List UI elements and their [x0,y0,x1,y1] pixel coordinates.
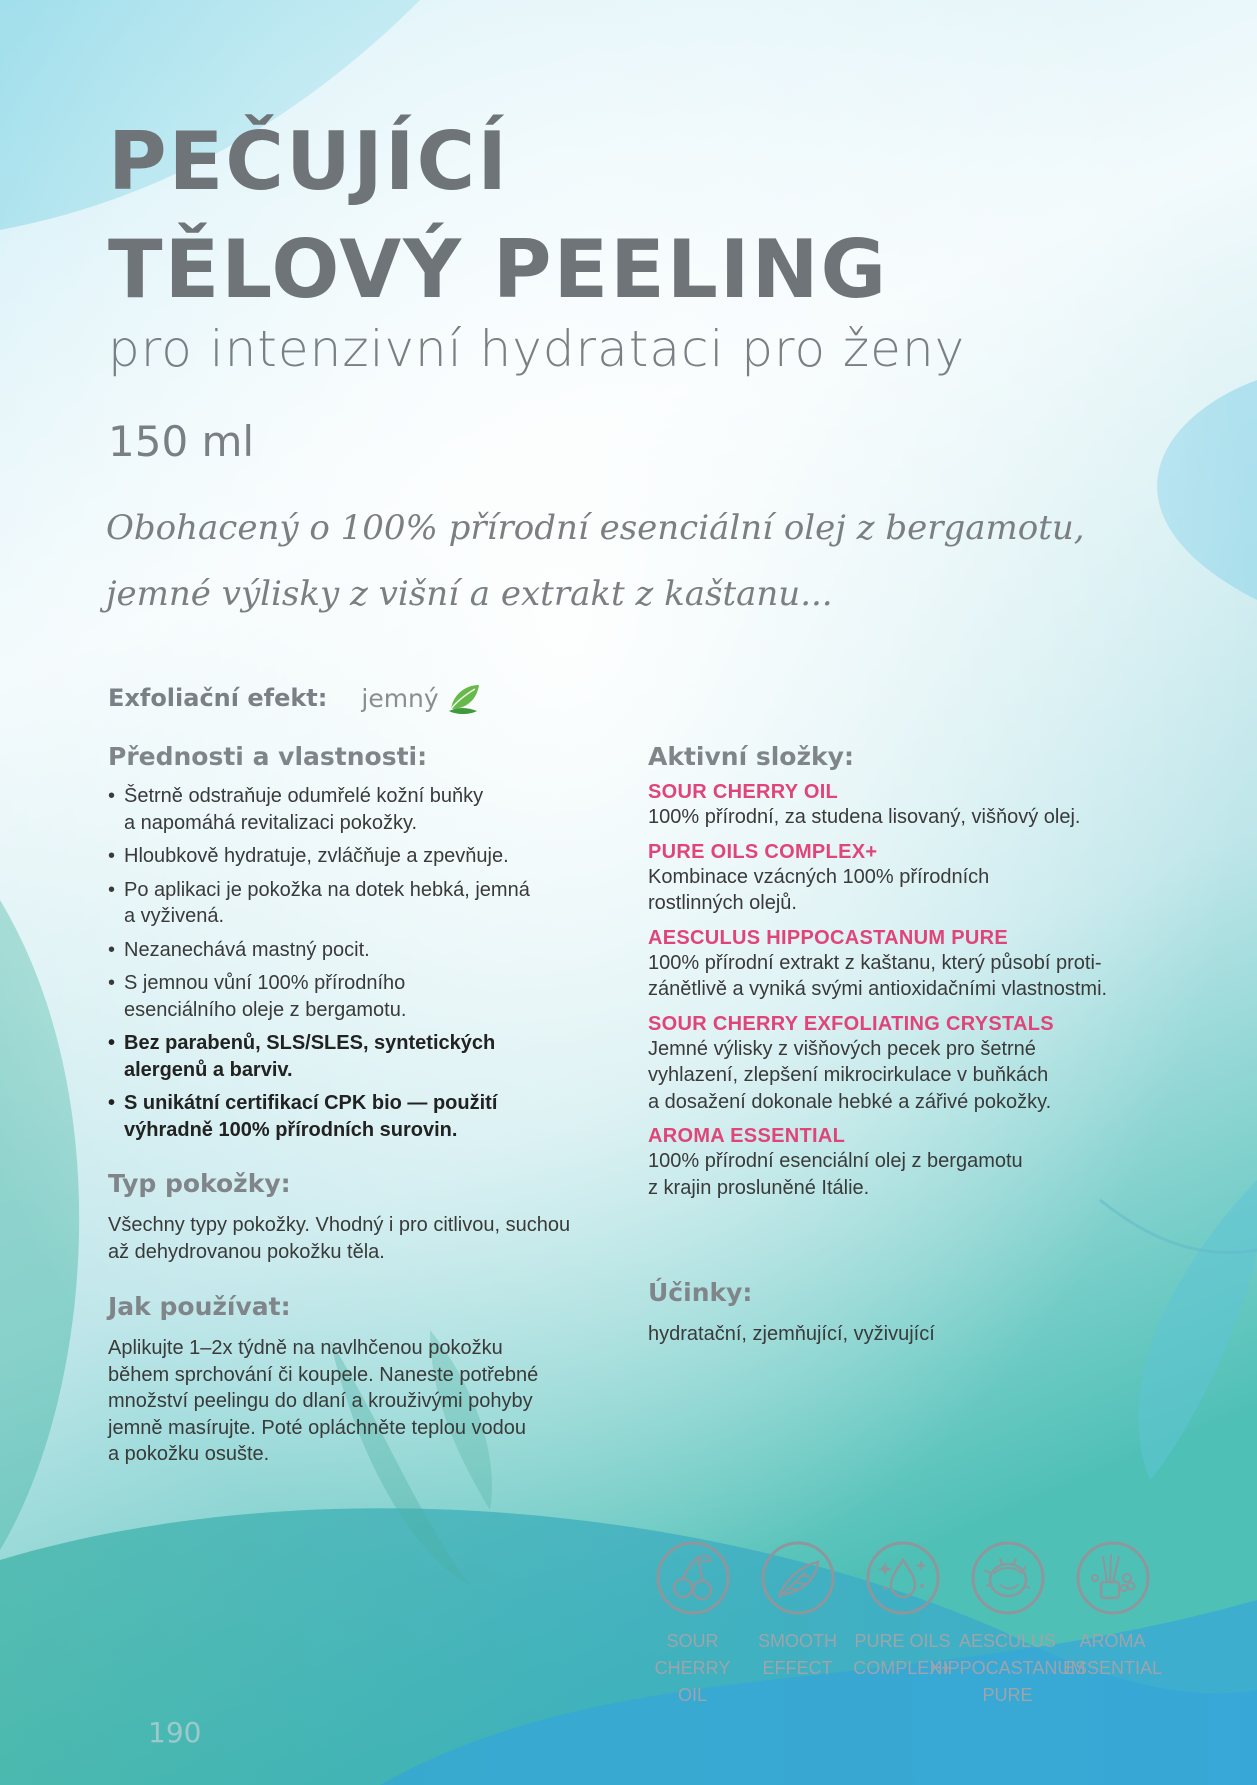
skin-type-heading: Typ pokožky: [108,1169,291,1198]
ingredient-item [648,841,1208,917]
product-volume: 150 ml [108,417,255,466]
cherry-icon [655,1540,731,1616]
effects-heading: Účinky: [648,1278,753,1307]
badge-sour-cherry-oil [640,1540,745,1709]
ingredient-name: SOUR CHERRY EXFOLIATING CRYSTALS [648,1012,1054,1035]
ingredient-name: AESCULUS HIPPOCASTANUM PURE [648,926,1008,949]
property-item: • Šetrně odstraňuje odumřelé kožní buňky a napomáhá revitalizaci pokožky. [108,783,608,836]
ingredient-item [648,1125,1208,1201]
page-number: 190 [148,1716,202,1749]
property-item: • Po aplikaci je pokožka na dotek hebká, jemná a vyživená. [108,877,608,930]
title-line-2: TĚLOVÝ PEELING [108,223,889,316]
properties-section [108,742,608,1150]
property-item: • Bez parabenů, SLS/SLES, syntetických alergenů a barviv. [108,1030,608,1083]
exfoliation-label: Exfoliační efekt: [108,684,328,712]
ingredient-description: Kombinace vzácných 100% přírodních rostlinných olejů. [648,865,990,914]
property-item: • S jemnou vůní 100% přírodního esenciálního oleje z bergamotu. [108,970,608,1023]
badge-label: PURE OILS COMPLEX+ [853,1631,952,1678]
badge-label: SOUR CHERRY OIL [654,1631,731,1705]
ingredient-item [648,1013,1208,1116]
badge-label: AROMA ESSENTIAL [1062,1631,1163,1678]
property-item: • Hloubkově hydratuje, zvláčňuje a zpevňuje. [108,843,608,870]
effects-text: hydratační, zjemňující, vyživující [648,1323,935,1345]
usage-heading: Jak používat: [108,1292,291,1321]
exfoliation-value: jemný [361,683,439,713]
skin-type-text: Všechny typy pokožky. Vhodný i pro citlivou, suchou až dehydrovanou pokožku těla. [108,1214,571,1263]
badge-smooth-effect [745,1540,850,1709]
leaf-icon [447,681,481,715]
usage-text: Aplikujte 1–2x týdně na navlhčenou pokožku během sprchování či koupele. Naneste potřebné množství peelingu do dlaní a krouživými pohyby jemně masírujte. Poté opláchněte teplou vodou a pokožku osušte. [108,1337,539,1465]
chestnut-icon [970,1540,1046,1616]
product-title [108,108,888,324]
tagline-line-1: Obohacený o 100% přírodní esenciální olej z bergamotu, [106,508,1085,548]
ingredient-description: 100% přírodní extrakt z kaštanu, který působí proti- zánětlivě a vyniká svými antioxidačními vlastnostmi. [648,951,1108,1000]
ingredient-description: Jemné výlisky z višňových pecek pro šetrné vyhlazení, zlepšení mikrocirkulace v buňkách a dosažení dokonale hebké a zářivé pokožky. [648,1037,1052,1113]
skin-type-section [108,1169,608,1265]
properties-heading: Přednosti a vlastnosti: [108,742,428,771]
ingredients-list [648,781,1208,1201]
product-subtitle: pro intenzivní hydrataci pro ženy [108,320,966,378]
properties-list [108,783,608,1143]
ingredient-name: PURE OILS COMPLEX+ [648,840,878,863]
property-item: • S unikátní certifikací CPK bio — použití výhradně 100% přírodních surovin. [108,1090,608,1143]
ingredient-item [648,781,1208,831]
active-ingredients-heading: Aktivní složky: [648,742,854,771]
ingredient-description: 100% přírodní, za studena lisovaný, višňový olej. [648,806,1081,828]
ingredient-item [648,927,1208,1003]
title-line-1: PEČUJÍCÍ [108,115,509,208]
active-ingredients-section [648,742,1208,1201]
ingredient-description: 100% přírodní esenciální olej z bergamotu z krajin prosluněné Itálie. [648,1150,1023,1199]
diffuser-icon [1075,1540,1151,1616]
effects-section [648,1278,1208,1348]
feature-badges [640,1540,1165,1709]
badge-label: AESCULUS HIPPOCASTANUM PURE [929,1631,1086,1705]
drop-sparkle-icon [865,1540,941,1616]
badge-label: SMOOTH EFFECT [758,1631,837,1678]
ingredient-name: SOUR CHERRY OIL [648,781,839,803]
feather-icon [760,1540,836,1616]
badge-aroma-essential [1060,1540,1165,1709]
tagline [106,495,1106,627]
usage-section [108,1292,608,1468]
tagline-line-2: jemné výlisky z višní a extrakt z kaštanu... [106,574,833,614]
ingredient-name: AROMA ESSENTIAL [648,1125,846,1147]
badge-aesculus-hippocastanum [929,1540,1086,1709]
property-item: • Nezanechává mastný pocit. [108,937,608,964]
exfoliation-effect [108,681,481,715]
